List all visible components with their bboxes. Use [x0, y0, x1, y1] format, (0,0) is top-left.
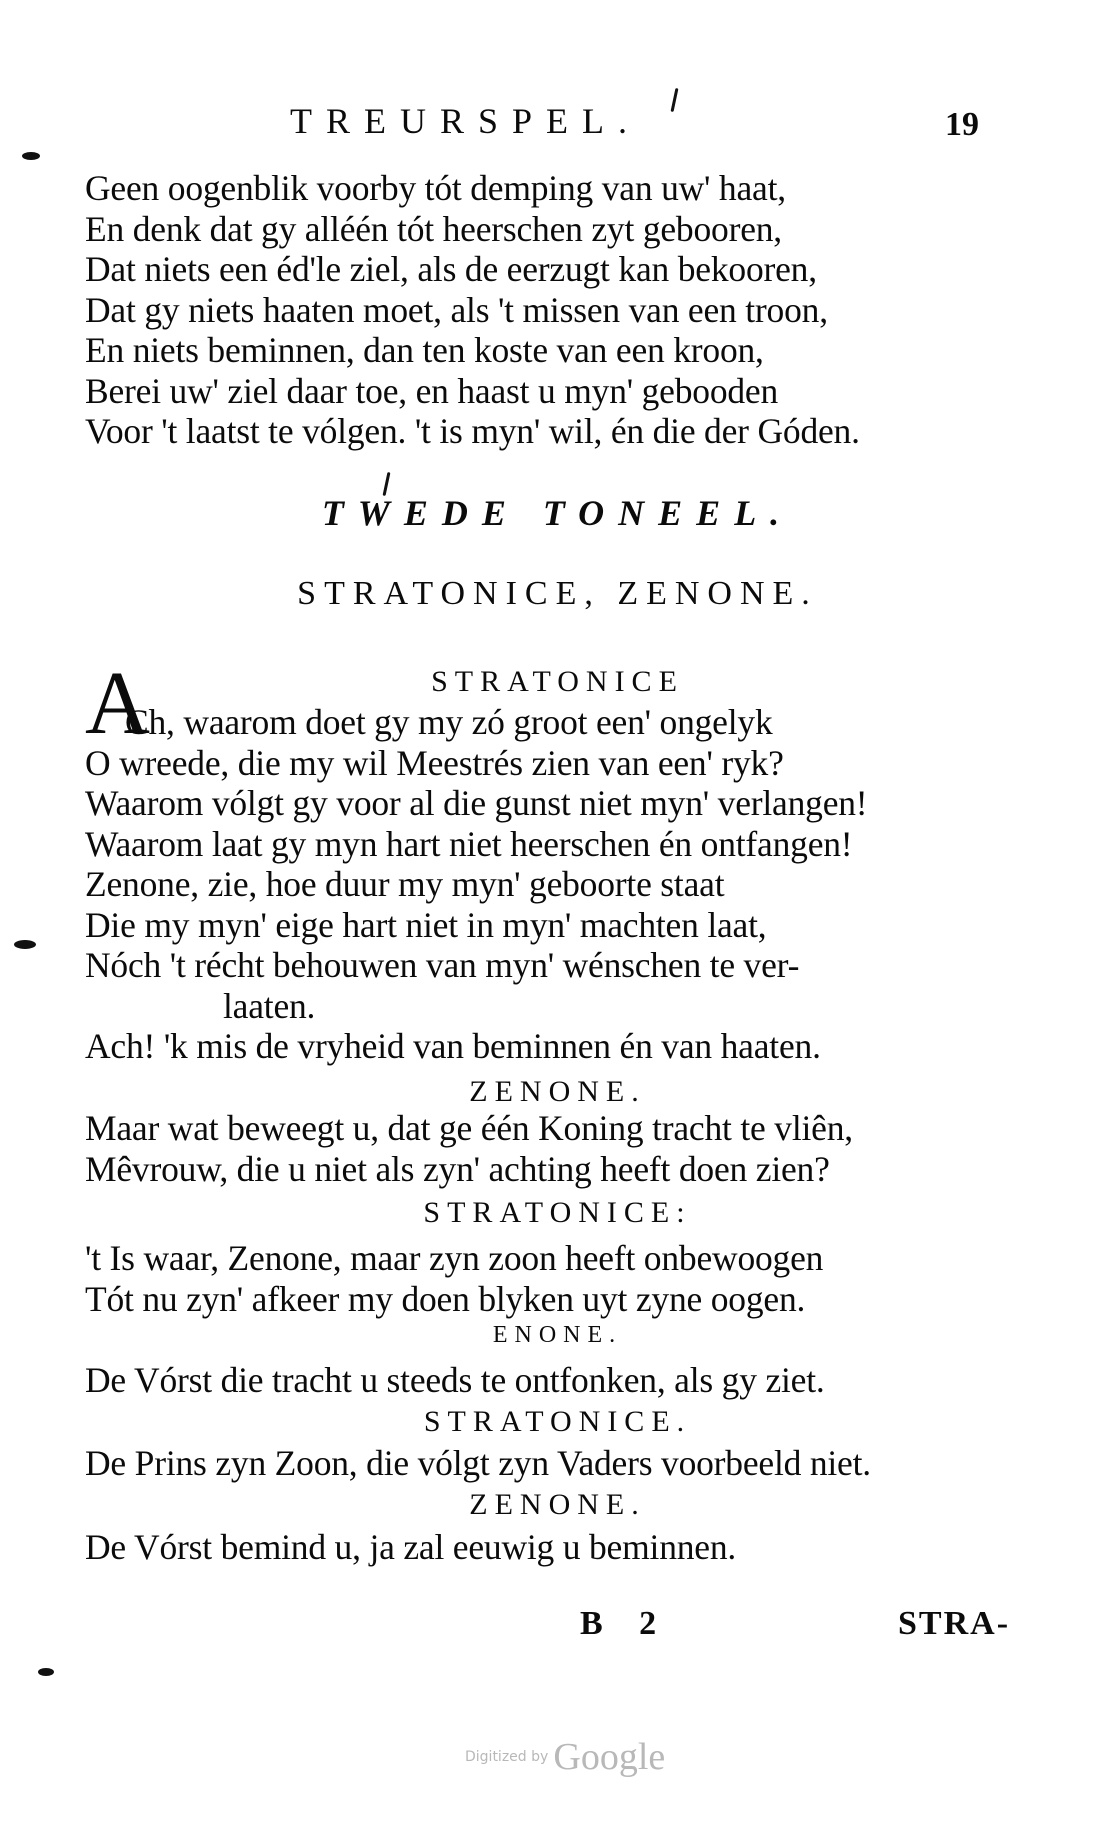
- dialogue-block: [85, 702, 867, 1067]
- verse-line: Geen oogenblik voorby tót demping van uw' haat,: [85, 168, 786, 208]
- verse-line: Voor 't laatst te vólgen. 't is myn' wil, én die der Góden.: [85, 411, 860, 451]
- verse-block-opening: [85, 168, 860, 452]
- scene-characters: STRATONICE, ZENONE.: [297, 575, 818, 612]
- verse-line: En denk dat gy alléén tót heerschen zyt gebooren,: [85, 208, 782, 249]
- verse-line: Waarom vólgt gy voor al die gunst niet myn' verlangen!: [85, 783, 868, 823]
- dialogue-block: [85, 1527, 736, 1568]
- speaker-name: STRATONICE:: [423, 1196, 692, 1229]
- verse-line: Berei uw' ziel daar toe, en haast u myn' gebooden: [85, 370, 779, 411]
- speaker-name: STRATONICE.: [423, 1405, 692, 1438]
- verse-line: Mêvrouw, die u niet als zyn' achting heeft doen zien?: [85, 1148, 830, 1189]
- verse-line: Tót nu zyn' afkeer my doen blyken uyt zyne oogen.: [85, 1278, 806, 1319]
- google-logo: Google: [553, 1736, 666, 1778]
- verse-line: Zenone, zie, hoe duur my myn' geboorte staat: [85, 864, 725, 904]
- signature-mark: B 2: [580, 1605, 671, 1642]
- dialogue-block: [85, 1238, 823, 1319]
- watermark-prefix: Digitized by: [465, 1749, 549, 1765]
- dialogue-block: [85, 1108, 853, 1189]
- verse-line: Ch, waarom doet gy my zó groot een' ongelyk: [125, 702, 773, 742]
- verse-line: Dat niets een éd'le ziel, als de eerzugt kan bekooren,: [85, 249, 817, 289]
- catchword: STRA-: [898, 1605, 1011, 1642]
- verse-line-continuation: laaten.: [223, 985, 316, 1026]
- verse-line: En niets beminnen, dan ten koste van een kroon,: [85, 330, 764, 370]
- ink-speck: [22, 152, 40, 160]
- ink-speck: [14, 940, 36, 949]
- verse-line: Die my myn' eige hart niet in myn' machten laat,: [85, 904, 767, 945]
- page-number: 19: [945, 106, 979, 143]
- speaker-name: ZENONE.: [469, 1488, 646, 1521]
- speaker-name: ZENONE.: [469, 1075, 646, 1108]
- ink-speck: [38, 1668, 54, 1676]
- verse-line: 't Is waar, Zenone, maar zyn zoon heeft onbewoogen: [85, 1238, 824, 1278]
- verse-line: O wreede, die my wil Meestrés zien van een' ryk?: [85, 742, 784, 783]
- verse-line: Waarom laat gy myn hart niet heerschen én ontfangen!: [85, 823, 853, 864]
- verse-line: Nóch 't récht behouwen van myn' wénschen te ver-: [85, 945, 800, 985]
- running-head: [0, 100, 1115, 160]
- dialogue-block: [85, 1443, 871, 1484]
- verse-line: Maar wat beweegt u, dat ge één Koning tracht te vliên,: [85, 1108, 853, 1148]
- verse-line: De Vórst bemind u, ja zal eeuwig u beminnen.: [85, 1527, 737, 1567]
- verse-line: De Prins zyn Zoon, die vólgt zyn Vaders voorbeeld niet.: [85, 1443, 871, 1483]
- scene-title: TWEDE TONEEL.: [321, 493, 794, 533]
- drop-cap: A: [85, 654, 150, 753]
- verse-line: Ach! 'k mis de vryheid van beminnen én van haaten.: [85, 1026, 821, 1066]
- verse-line: De Vórst die tracht u steeds te ontfonken, als gy ziet.: [85, 1360, 825, 1400]
- speaker-name: ENONE.: [492, 1322, 623, 1348]
- speaker-name: STRATONICE: [431, 665, 684, 698]
- verse-line: Dat gy niets haaten moet, als 't missen van een troon,: [85, 289, 828, 330]
- dialogue-block: [85, 1360, 825, 1401]
- digitization-watermark: [465, 1735, 665, 1779]
- running-title: TREURSPEL.: [290, 101, 642, 141]
